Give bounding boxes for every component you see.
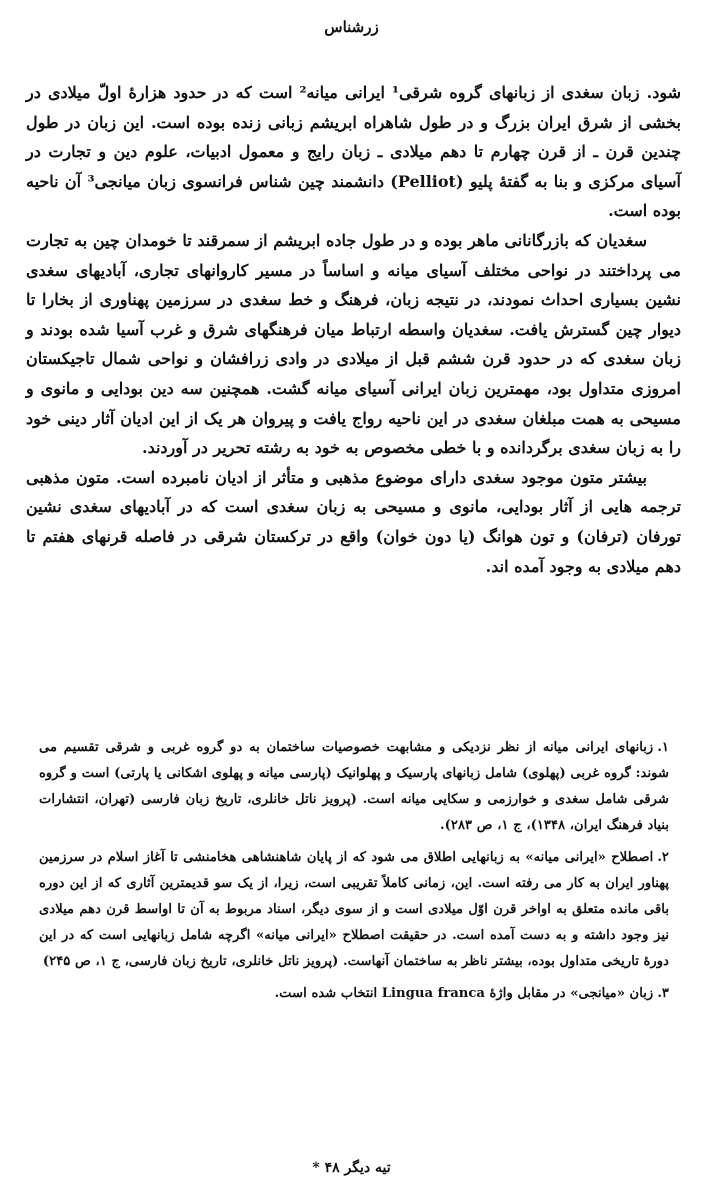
page-footer: تیه دیگر ۴۸ * bbox=[312, 1160, 391, 1176]
footnote-text: زبانهای ایرانی میانه از نظر نزدیکی و مشابهت خصوصیات ساختمان به دو گروه غربی و شرقی تقسیم می شوند: گروه غربی (پهلوی) شامل زبانهای پارسیک و پهلوانیک (پارسی میانه و پهلوی اشکانی یا پارتی) است و گروه شرقی شامل سغدی و خوارزمی و سکایی میانه است. (پرویز ناتل خانلری، تاریخ زبان فارسی (تهران، انتشارات بنیاد فرهنگ ایران، ۱۳۴۸)، ج ۱، ص ۲۸۳). bbox=[39, 740, 669, 833]
paragraph-2: سغدیان که بازرگانانی ماهر بوده و در طول جاده ابریشم از سمرقند تا خومدان چین به تجارت می پرداختند در نواحی مختلف آسیای میانه و اساساً در مسیر کاروانهای تجاری، آبادیهای سغدی نشین بسیاری احداث نمودند، در نتیجه زبان، فرهنگ و خط سغدی در سرزمین پهناوری از بخارا تا دیوار چین گسترش یافت. سغدیان واسطه ارتباط میان فرهنگهای شرق و غرب آسیا شده بودند و زبان سغدی که در حدود قرن ششم قبل از میلادی در وادی زرافشان و نواحی شمال تاجیکستان امروزی متداول بود، مهمترین زبان ایرانی آسیای میانه گشت. همچنین سه دین بودایی و مانوی و مسیحی به همت مبلغان سغدی در این ناحیه رواج یافت و پیروان هر یک از این ادیان آثار دینی خود را به زبان سغدی برگردانده و با خطی مخصوص به خود به رشته تحریر در آوردند. bbox=[26, 230, 682, 458]
footnote-text: زبان «میانجی» در مقابل واژهٔ Lingua franca انتخاب شده است. bbox=[274, 986, 654, 1001]
footnote-3 bbox=[39, 981, 669, 1007]
footnotes bbox=[39, 735, 669, 1013]
paragraph-1: شود. زبان سغدی از زبانهای گروه شرقی¹ ایرانی میانه² است که در حدود هزارهٔ اولّ میلادی در بخشی از شرق ایران بزرگ و در طول شاهراه ابریشم زبانی زنده بوده است. این زبان در طول چندین قرن ـ از قرن چهارم تا دهم میلادی ـ زبان رایج و معمول ادبیات، علوم دین و تجارت در آسیای مرکزی و بنا به گفتهٔ پلیو (Pelliot) دانشمند چین شناس فرانسوی زبان میانجی³ آن ناحیه بوده است. bbox=[26, 83, 682, 221]
footnote-1 bbox=[39, 735, 669, 839]
footnote-2 bbox=[39, 845, 669, 975]
main-text bbox=[26, 78, 681, 581]
footnote-text: اصطلاح «ایرانی میانه» به زبانهایی اطلاق می شود که از پایان شاهنشاهی هخامنشی تا آغاز اسلام در سرزمین پهناور ایران به کار می رفته است. این، زمانی کاملاً تقریبی است، زیرا، از یک سو قدیمترین آثاری که از این دوره باقی مانده متعلق به اواخر قرن اوّل میلادی است و از سوی دیگر، اسناد مربوط به آن تا اواسط قرن دهم میلادی نیز وجود داشته و به دست آمده است. در حقیقت اصطلاح «ایرانی میانه» اگرچه شامل زبانهایی است که در این دورهٔ تاریخی متداول بوده، بیشتر ناظر به ساختمان آنهاست. (پرویز ناتل خانلری، تاریخ زبان فارسی، ج ۱، ص ۲۴۵) bbox=[39, 850, 669, 969]
paragraph-3: بیشتر متون موجود سغدی دارای موضوع مذهبی و متأثر از ادیان نامبرده است. متون مذهبی ترجمه هایی از آثار بودایی، مانوی و مسیحی به زبان سغدی است که در آبادیهای سغدی نشین تورفان (ترفان) و تون هوانگ (یا دون خوان) واقع در ترکستان شرقی در فاصله قرنهای هفتم تا دهم میلادی به وجود آمده اند. bbox=[26, 467, 681, 576]
footnote-number: ۳. bbox=[657, 986, 669, 1001]
footnote-number: ۱. bbox=[657, 740, 669, 755]
footnote-number: ۲. bbox=[657, 850, 669, 865]
running-header: زرشناس bbox=[324, 18, 379, 36]
